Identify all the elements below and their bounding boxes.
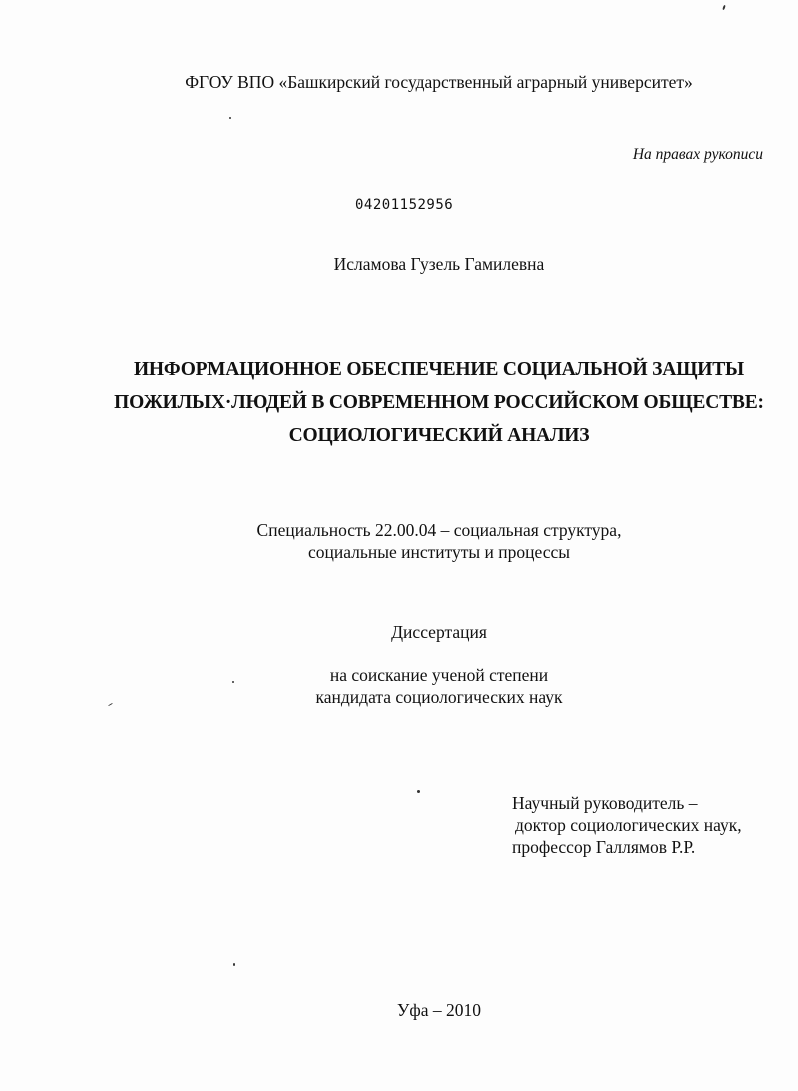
degree-line: на соискание ученой степени [329, 665, 549, 685]
supervisor-line: профессор Галлямов Р.Р. [512, 837, 696, 857]
title-line: ИНФОРМАЦИОННОЕ ОБЕСПЕЧЕНИЕ СОЦИАЛЬНОЙ ЗАЩИТЫ [133, 359, 745, 380]
scan-speck [722, 5, 726, 10]
dissertation-title [40, 353, 798, 452]
degree-statement [40, 664, 798, 708]
specialty-line: социальные институты и процессы [307, 542, 571, 562]
scan-speck [232, 681, 234, 683]
title-line: СОЦИОЛОГИЧЕСКИЙ АНАЛИЗ [288, 425, 590, 446]
scan-speck [233, 963, 235, 966]
scan-speck [417, 790, 420, 793]
supervisor-block [512, 792, 742, 858]
author-name: Исламова Гузель Гамилевна [333, 254, 545, 274]
registry-code: 04201152956 [355, 197, 454, 213]
work-type: Диссертация [391, 622, 487, 642]
title-line: ПОЖИЛЫХ·ЛЮДЕЙ В СОВРЕМЕННОМ РОССИЙСКОМ ОБЩЕСТВЕ: [114, 392, 764, 413]
supervisor-line: доктор социологических наук, [515, 815, 742, 835]
specialty-line: Специальность 22.00.04 – социальная структура, [256, 520, 622, 540]
rights-note: На правах рукописи [632, 146, 763, 163]
degree-line: кандидата социологических наук [315, 687, 563, 707]
specialty [40, 519, 798, 563]
city-year: Уфа – 2010 [397, 1000, 481, 1020]
institution-name: ФГОУ ВПО «Башкирский государственный аграрный университет» [185, 72, 693, 92]
supervisor-line: Научный руководитель – [512, 793, 698, 813]
scan-speck [229, 117, 231, 119]
